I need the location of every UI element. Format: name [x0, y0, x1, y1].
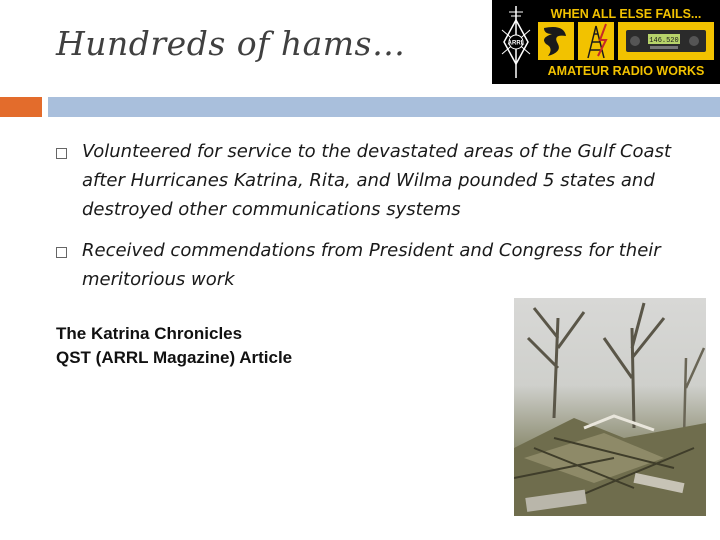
caption-line-2: QST (ARRL Magazine) Article	[56, 348, 293, 367]
radio-transceiver-icon	[618, 22, 714, 60]
article-caption	[56, 322, 292, 370]
logo-slogan-top: WHEN ALL ELSE FAILS...	[550, 7, 702, 21]
bullet-item	[56, 137, 696, 224]
accent-bar-orange	[0, 97, 42, 117]
radio-display-text: 146.520	[649, 37, 679, 45]
square-bullet-icon	[56, 148, 67, 159]
amateur-radio-logo	[492, 0, 720, 84]
antenna-tower-icon	[578, 22, 614, 60]
emblem-text: ARRL	[507, 40, 525, 47]
hurricane-damage-photo	[514, 298, 706, 516]
bullet-text: Received commendations from President and Congress for their meritorious work	[82, 240, 661, 290]
bullet-list	[56, 137, 696, 306]
accent-bar-blue	[48, 97, 720, 117]
slide-title: Hundreds of hams…	[56, 24, 406, 63]
caption-line-1: The Katrina Chronicles	[56, 324, 243, 343]
damage-scene	[514, 298, 706, 516]
bullet-item	[56, 236, 696, 294]
square-bullet-icon	[56, 247, 67, 258]
logo-slogan-bottom: AMATEUR RADIO WORKS	[547, 64, 705, 78]
hurricane-icon	[538, 22, 574, 60]
arrl-emblem-icon	[502, 6, 530, 78]
bullet-text: Volunteered for service to the devastated areas of the Gulf Coast after Hurricanes Katrina, Rita, and Wilma pounded 5 states and destroyed other communications systems	[82, 141, 671, 220]
